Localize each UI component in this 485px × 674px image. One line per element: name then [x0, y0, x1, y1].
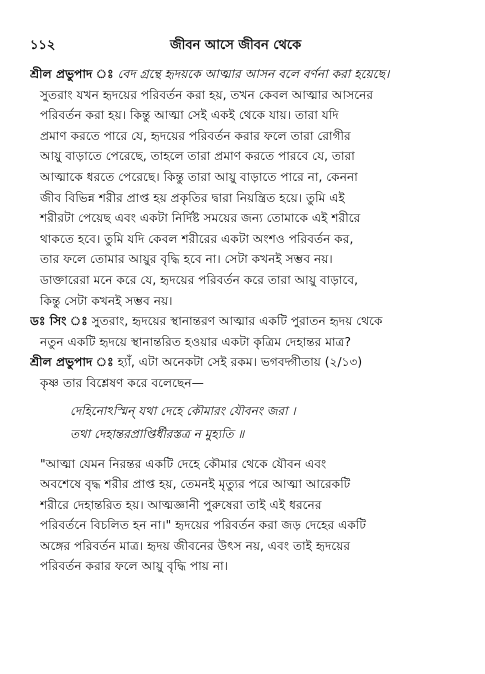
- text-line: [30, 352, 457, 373]
- text-line: পরিবর্তন করার ফলে আয়ু বৃদ্ধি পায় না।: [40, 559, 229, 574]
- text-line: অবশেষে বৃদ্ধ শরীর প্রাপ্ত হয়, তেমনই মৃত্যুর পরে আত্মা আরেকটি: [40, 477, 351, 492]
- page-number: ১১২: [30, 38, 56, 53]
- text-line: কৃষ্ণ তার বিশ্লেষণ করে বলেছেন—: [40, 375, 204, 390]
- speaker-label: শ্রীল প্রভুপাদ ঃ: [30, 355, 114, 370]
- running-head: জীবন আসে জীবন থেকে: [170, 38, 302, 53]
- text-line: [30, 64, 457, 85]
- dialogue-prabhupada-2: [30, 352, 457, 393]
- text-line: পরিবর্তনে বিচলিত হন না।" হৃদয়ের পরিবর্তন করা জড় দেহের একটি: [40, 518, 367, 533]
- text-line: তার ফলে তোমার আয়ুর বৃদ্ধি হবে না। সেটা কখনই সম্ভব নয়।: [40, 252, 333, 267]
- text-line-content: সুতরাং, হৃদয়ের স্থানান্তরণ আত্মার একটি পুরাতন হৃদয় থেকে: [91, 314, 383, 329]
- text-line: থাকতে হবে। তুমি যদি কেবল শরীরের একটা অংশও পরিবর্তন কর,: [40, 231, 354, 246]
- text-line: ডাক্তারেরা মনে করে যে, হৃদয়ের পরিবর্তন করে তারা আয়ু বাড়াবে,: [40, 272, 358, 287]
- verse-translation: [30, 454, 457, 578]
- text-line: নতুন একটি হৃদয়ে স্থানান্তরিত হওয়ার একটা কৃত্রিম দেহান্তর মাত্র?: [40, 334, 351, 349]
- text-line-content: বেদ গ্রন্থে হৃদয়কে আত্মার আসন বলে বর্ণনা করা হয়েছে।: [117, 67, 390, 81]
- text-line: [30, 311, 457, 332]
- verse-line: দেহিনোঽস্মিন্ যথা দেহে কৌমারং যৌবনং জরা ।: [70, 403, 296, 418]
- speaker-label: শ্রীল প্রভুপাদ ঃ: [30, 67, 114, 81]
- text-line: পরিবর্তন করা হয়। কিন্তু আত্মা সেই একই থেকে যায়। তারা যদি: [40, 108, 339, 123]
- text-line: শরীরটা পেয়েছ এবং একটা নির্দিষ্ট সময়ের জন্য তোমাকে এই শরীরে: [40, 211, 361, 226]
- text-line: সুতরাং যখন হৃদয়ের পরিবর্তন করা হয়, তখন কেবল আত্মার আসনের: [40, 87, 374, 102]
- text-line: প্রমাণ করতে পারে যে, হৃদয়ের পরিবর্তন করার ফলে তারা রোগীর: [40, 128, 351, 143]
- speaker-label: ডঃ সিং ঃ: [30, 314, 88, 329]
- page-header: [30, 36, 457, 58]
- text-line-content: হ্যাঁ, এটা অনেকটা সেই রকম। ভগবদ্গীতায় (২/১৩): [117, 355, 363, 370]
- text-line: শরীরে দেহান্তরিত হয়। আত্মজ্ঞানী পুরুষেরা তাই এই ধরনের: [40, 497, 322, 512]
- dialogue-dr-singh: [30, 311, 457, 352]
- gita-verse: [30, 400, 457, 446]
- dialogue-prabhupada-1: [30, 64, 457, 311]
- text-line: কিন্তু সেটা কখনই সম্ভব নয়।: [40, 293, 173, 308]
- text-line: অঙ্গের পরিবর্তন মাত্র। হৃদয় জীবনের উৎস নয়, এবং তাই হৃদয়ের: [40, 538, 351, 553]
- verse-line: তথা দেহান্তরপ্রাপ্তির্ধীরস্তত্র ন মুহ্যতি ॥: [70, 426, 245, 441]
- text-line: "আত্মা যেমন নিরন্তর একটি দেহে কৌমার থেকে যৌবন এবং: [40, 456, 327, 471]
- text-line: জীব বিভিন্ন শরীর প্রাপ্ত হয় প্রকৃতির দ্বারা নিয়ন্ত্রিত হয়ে। তুমি এই: [40, 190, 345, 205]
- text-line: আত্মাকে ধরতে পেরেছে। কিন্তু তারা আয়ু বাড়াতে পারে না, কেননা: [40, 169, 358, 184]
- text-line: আয়ু বাড়াতে পেরেছে, তাহলে তারা প্রমাণ করতে পারবে যে, তারা: [40, 149, 355, 164]
